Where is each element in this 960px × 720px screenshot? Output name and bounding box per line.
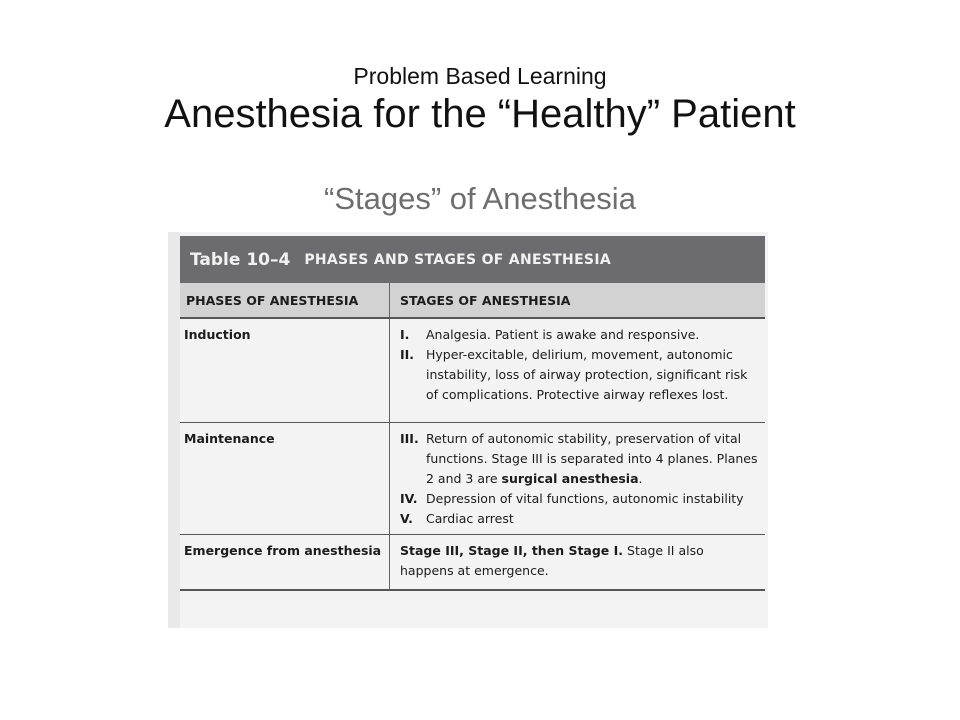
table-row [180, 423, 765, 535]
stage-item [400, 489, 759, 509]
column-header-phases: PHASES OF ANESTHESIA [180, 283, 390, 317]
table-row [180, 535, 765, 591]
stage-text-part: Return of autonomic stability, preservation of vital functions. Stage III is separated into 4 planes. Planes 2 and 3 are [426, 431, 758, 486]
stage-item [400, 429, 759, 489]
table-header [180, 236, 765, 283]
scanned-table-image [168, 232, 768, 628]
stage-text-bold: Stage III, Stage II, then Stage I. [400, 543, 624, 558]
stage-item [400, 325, 759, 345]
stage-text-part: Stage II also happens at emergence. [400, 543, 704, 578]
stage-text: Hyper-excitable, delirium, movement, autonomic instability, loss of airway protection, significant risk of complications. Protective airway reflexes lost. [426, 347, 748, 402]
stage-item [400, 345, 759, 405]
phase-cell: Maintenance [180, 423, 390, 534]
slide-title [0, 62, 960, 138]
stage-number: V. [400, 511, 413, 526]
table-name: PHASES AND STAGES OF ANESTHESIA [304, 251, 611, 268]
slide-title-line2: Anesthesia for the “Healthy” Patient [164, 92, 796, 136]
stages-cell [390, 319, 765, 422]
stage-text-bold: surgical anesthesia [501, 471, 639, 486]
stages-cell [390, 535, 765, 589]
table-column-headers [180, 283, 765, 319]
stage-text: Cardiac arrest [426, 511, 514, 526]
stage-text: Analgesia. Patient is awake and responsive. [426, 327, 700, 342]
phase-cell: Emergence from anesthesia [180, 535, 390, 589]
column-header-stages: STAGES OF ANESTHESIA [400, 292, 571, 308]
stages-cell [390, 423, 765, 534]
stage-number: II. [400, 347, 415, 362]
stage-text: Depression of vital functions, autonomic instability [426, 491, 744, 506]
stage-item [400, 509, 759, 529]
table-number: Table 10–4 [190, 249, 291, 270]
slide-subtitle: “Stages” of Anesthesia [324, 181, 636, 216]
stage-number: I. [400, 327, 410, 342]
phases-stages-table [180, 236, 765, 591]
stage-text [426, 429, 759, 489]
slide-title-line1: Problem Based Learning [353, 63, 607, 89]
stage-number: IV. [400, 491, 418, 506]
table-row [180, 319, 765, 423]
stage-text-part: . [638, 471, 643, 486]
phase-cell: Induction [180, 319, 390, 422]
stage-number: III. [400, 431, 419, 446]
